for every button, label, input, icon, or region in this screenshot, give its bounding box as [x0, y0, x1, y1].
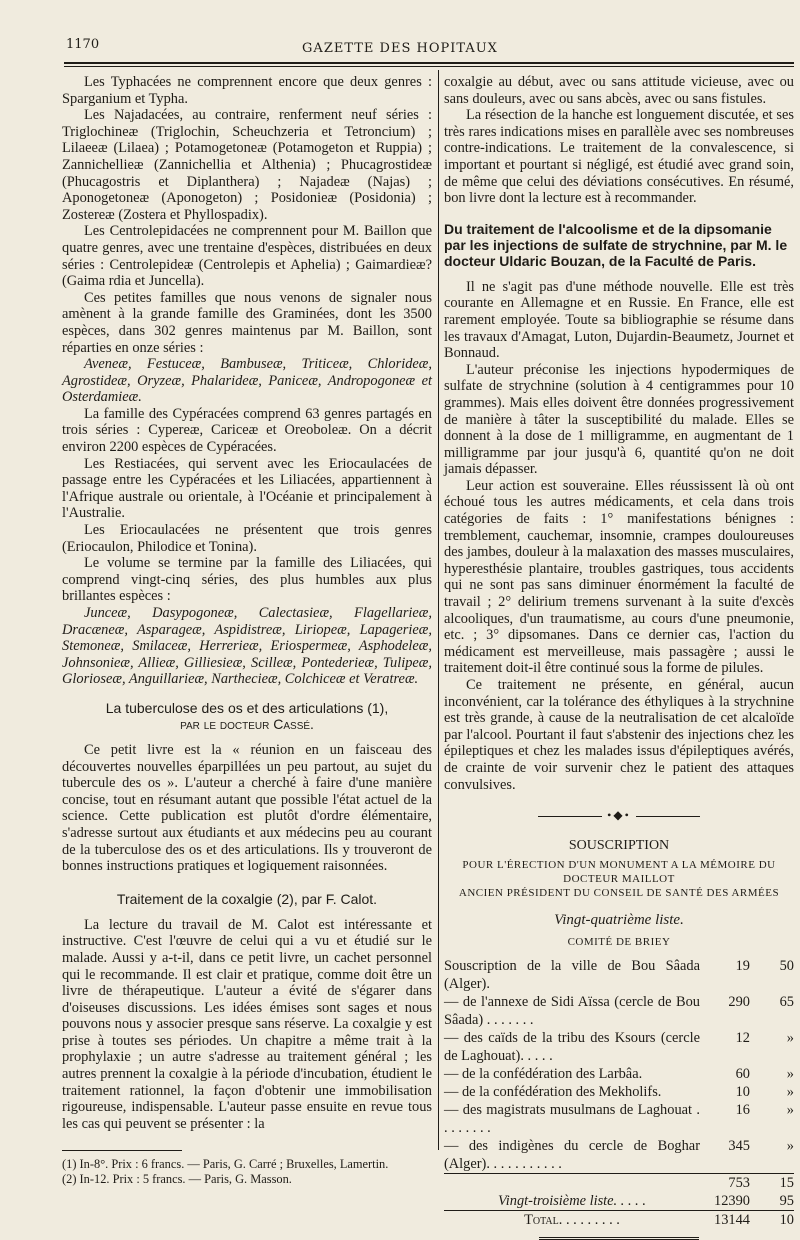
subscription-francs: 345 [728, 1137, 750, 1154]
subscription-francs: 19 [735, 957, 750, 974]
subtotal-centimes: 15 [750, 1173, 794, 1192]
subscription-label: — de l'annexe de Sidi Aïssa (cercle de Bou Sâada) . . . . . . . [444, 993, 700, 1028]
subscription-row [444, 1029, 794, 1065]
subscription-label: — des caïds de la tribu des Ksours (cercle de Laghouat). . . . . [444, 1029, 700, 1064]
footnote: (2) In-12. Prix : 5 francs. — Paris, G. Masson. [62, 1172, 292, 1187]
grass-series-list: Aveneæ, Festuceæ, Bambuseæ, Triticeæ, Chlorideæ, Agrostideæ, Oryzeæ, Phalarideæ, Paniceæ, Andropogoneæ et Osterdamieæ. [62, 356, 432, 406]
paragraph: Les Restiacées, qui servent avec les Eriocaulacées de passage entre les Cypéracées et les Liliacées, appartiennent à l'Afrique australe ou orientale, à l'Océanie et principalement à l'Australie. [62, 455, 432, 522]
header-rule [64, 62, 794, 64]
subscription-purpose-2: ANCIEN PRÉSIDENT DU CONSEIL DE SANTÉ DES ARMÉES [458, 886, 780, 899]
subscription-centimes: » [786, 1083, 794, 1100]
total-centimes: 10 [750, 1210, 794, 1229]
header-rule-thin [64, 66, 794, 67]
footnote-rule [62, 1150, 182, 1151]
previous-francs: 12390 [714, 1192, 750, 1209]
page-number: 1170 [66, 37, 100, 52]
committee-name: COMITÉ DE BRIEY [567, 936, 671, 949]
review-heading-alcoolisme: Du traitement de l'alcoolisme et de la dipsomanie par les injections de sulfate de strychnine, par M. le docteur Uldaric Bouzan, de la Faculté de Paris. [444, 220, 788, 269]
previous-list-row [444, 1192, 794, 1211]
end-rule [539, 1237, 699, 1240]
subtotal-row [444, 1173, 794, 1192]
subscription-title: SOUSCRIPTION [568, 837, 670, 853]
paragraph: La lecture du travail de M. Calot est intéressante et instructive. C'est l'œuvre de celui qui a vu et étudié sur le malade. Aussi y a-t-il, dans ce petit livre, un cachet personnel qui le recommande. Il est clair et pratique, comme doit être un livre de thérapeutique. L'auteur a évité de s'égarer dans d'oiseuses discussions. Les idées émises sont sages et nous pouvons nous y associer presque sans réserve. La coxalgie y est prise à toutes ses périodes. Un chapitre a même trait à la prophylaxie ; un autre s'adresse au traitement général ; les autres prennent la coxalgie à la période d'incubation, étudient le traitement rationnel, la façon d'obtenir une immobilisation rigoureuse, indispensable. L'auteur passe ensuite en revue tous les cas qui peuvent se présenter : la [62, 916, 432, 1132]
paragraph: Il ne s'agit pas d'une méthode nouvelle. Elle est très courante en Allemagne et en Russie. En France, elle est rarement employée. Toute sa bibliographie se résume dans les travaux d'Amagat, Luton, Dujardin-Beaumetz, Journet et Bonnaud. [444, 278, 794, 362]
total-francs: 13144 [700, 1210, 750, 1229]
ornament-divider: •◆• [444, 807, 794, 824]
paragraph: Le volume se termine par la famille des Liliacées, qui comprend vingt-cinq séries, des plus humbles aux plus brillantes espèces : [62, 555, 432, 605]
paragraph: Les Najadacées, au contraire, renferment neuf séries : Triglochineæ (Triglochin, Scheuchzeria et Tetroncium) ; Lilaeeæ (Lilaea) ; Potamogetoneæ (Potamogeton et Ruppia) ; Zannichellieæ (Zannichellia et Althenia) ; Phucagrostideæ (Phucagostris et Diplanthera) ; Najadeæ (Najas) ; Aponogetoneæ (Aponogeton) ; Posidonieæ (Posidonia) ; Zostereæ (Zostera et Phyllospadix). [62, 107, 432, 223]
footnote: (1) In-8°. Prix : 6 francs. — Paris, G. Carré ; Bruxelles, Lamertin. [62, 1157, 389, 1172]
paragraph: Leur action est souveraine. Elles réussissent là où ont échoué tous les autres médicaments, et cela dans trois catégories de faits : 1° manifestations bénignes : tremblement, cauchemar, insomnie, crampes douloureuses des jambes, douleur à la malaxation des masses musculaires, hyperesthésie plantaire, troubles gastriques, tous accidents qui ne sont pas sans diminuer énormément la faculté de travail ; 2° delirium tremens survenant à la suite d'excès alcooliques, d'un traumatisme, au cours d'une pneumonie, etc. ; 3° dipsomanes. Dans ce dernier cas, l'action du médicament est merveilleuse, mais passagère ; aussi le traitement doit-il être continué sous la forme de pilules. [444, 477, 794, 677]
subscription-label: — des indigènes du cercle de Boghar (Alger). . . . . . . . . . . [444, 1137, 700, 1172]
subscription-row [444, 993, 794, 1029]
subscription-centimes: » [786, 1101, 794, 1118]
list-title: Vingt-quatrième liste. [554, 911, 684, 928]
subscription-centimes: » [786, 1029, 794, 1046]
subscription-francs: 12 [735, 1029, 750, 1046]
subscription-centimes: 65 [779, 993, 794, 1010]
paragraph: La famille des Cypéracées comprend 63 genres partagés en trois séries : Cypereæ, Cariceæ et Oreoboleæ. On a décrit environ 2200 espèces de Cypéracées. [62, 405, 432, 456]
review-heading-coxalgie: Traitement de la coxalgie (2), par F. Calot. [116, 890, 378, 907]
subscription-row [444, 1083, 794, 1101]
subscription-purpose: POUR L'ÉRECTION D'UN MONUMENT A LA MÉMOIRE DU DOCTEUR MAILLOT [462, 858, 776, 885]
review-heading-tuberculose [62, 700, 432, 732]
heading-title: La tuberculose des os et des articulations (1), [105, 699, 389, 716]
paragraph: L'auteur préconise les injections hypodermiques de sulfate de strychnine (solution à 4 centigrammes pour 10 grammes). Mais elles doivent être données progressivement de manière à tâter la susceptibilité du malade. Elles se donnent à la dose de 1 milligramme, en augmentant de 1 milligramme par jour jusqu'à 6, quantité qu'on ne doit jamais dépasser. [444, 361, 794, 478]
subscription-francs: 10 [735, 1083, 750, 1100]
subscription-row [444, 1101, 794, 1137]
subscription-row [444, 1065, 794, 1083]
previous-list-label: Vingt-troisième liste. . . . . [498, 1192, 646, 1209]
total-row [444, 1210, 794, 1229]
subscription-label: — des magistrats musulmans de Laghouat . . . . . . . . [444, 1101, 700, 1136]
left-column [62, 74, 432, 1187]
subscription-table [444, 957, 794, 1229]
paragraph: coxalgie au début, avec ou sans attitude vicieuse, avec ou sans douleurs, avec ou sans abcès, avec ou sans fistules. [444, 74, 794, 107]
subscription-centimes: » [786, 1137, 794, 1154]
heading-byline: par le docteur Cassé. [180, 715, 314, 732]
paragraph: Les Typhacées ne comprennent encore que deux genres : Sparganium et Typha. [62, 74, 432, 107]
previous-centimes: 95 [779, 1192, 794, 1209]
paragraph: La résection de la hanche est longuement discutée, et ses très rares indications mises en parallèle avec ses nombreuses contre-indications. Le traitement de la convalescence, si important et pourtant si négligé, est étudié avec grand soin, de même que celui des déviations consécutives. En résumé, bon livre dont la lecture est à recommander. [444, 107, 794, 207]
subtotal-francs: 753 [700, 1173, 750, 1192]
subscription-label: — de la confédération des Mekholifs. [444, 1083, 662, 1100]
liliaceae-series-list: Junceæ, Dasypogoneæ, Calectasieæ, Flagellarieæ, Dracæneæ, Asparageæ, Aspidistreæ, Liriopeæ, Lapagerieæ, Stemoneæ, Smilaceæ, Herrerieæ, Eriospermeæ, Asphodeleæ, Johnsonieæ, Allieæ, Gilliesieæ, Scilleæ, Pontederieæ, Tulipeæ, Glorioseæ, Anguillarieæ, Nartheciеæ, Colchiceæ et Veratreæ. [62, 605, 432, 688]
subscription-row [444, 957, 794, 993]
subscription-centimes: » [786, 1065, 794, 1082]
paragraph: Les Centrolepidacées ne comprennent pour M. Baillon que quatre genres, avec une trentaine d'espèces, distribuées en deux séries : Centrolepideæ (Centrolepis et Aphelia) ; Gaimardieæ? (Gaima rdia et Juncella). [62, 223, 432, 290]
subscription-francs: 290 [728, 993, 750, 1010]
subscription-centimes: 50 [779, 957, 794, 974]
subscription-francs: 16 [735, 1101, 750, 1118]
right-column [444, 74, 794, 1228]
paragraph: Ces petites familles que nous venons de signaler nous amènent à la grande famille des Graminées, dont les 3500 espèces, dans 302 genres maintenus par M. Baillon, sont réparties en onze séries : [62, 289, 432, 356]
column-divider [438, 70, 439, 1150]
subscription-label: — de la confédération des Larbâa. [444, 1065, 643, 1082]
total-label: Total. . . . . . . . . [444, 1210, 700, 1229]
subscription-francs: 60 [735, 1065, 750, 1082]
paragraph: Les Eriocaulacées ne présentent que trois genres (Eriocaulon, Philodice et Tonina). [62, 522, 432, 555]
paragraph: Ce petit livre est la « réunion en un faisceau des découvertes nouvelles éparpillées un peu partout, au sujet du tubercule des os ». L'auteur a cherché à faire d'une manière concise, tout en résumant autant que possible l'état actuel de la science. Cette publication est plutôt d'ordre élémentaire, s'adresse surtout aux étudiants et aux médecins peu au courant de la tuberculose des os et des articulations. Ils y trouveront de bonnes instructions pratiques et logiquement raisonnées. [62, 741, 432, 875]
subscription-row [444, 1137, 794, 1174]
subscription-label: Souscription de la ville de Bou Sâada (Alger). [444, 957, 700, 992]
running-title: GAZETTE DES HOPITAUX [302, 41, 498, 56]
paragraph: Ce traitement ne présente, en général, aucun inconvénient, car la tolérance des éthyliques à la strychnine est très grande, à cause de la neutralisation de cet alcaloïde par l'alcool. Pourtant il faut s'abstenir des injections chez les épileptiques et chez les malades issus d'épileptiques avérés, de crainte de voir survenir chez le patient des attaques convulsives. [444, 677, 794, 793]
